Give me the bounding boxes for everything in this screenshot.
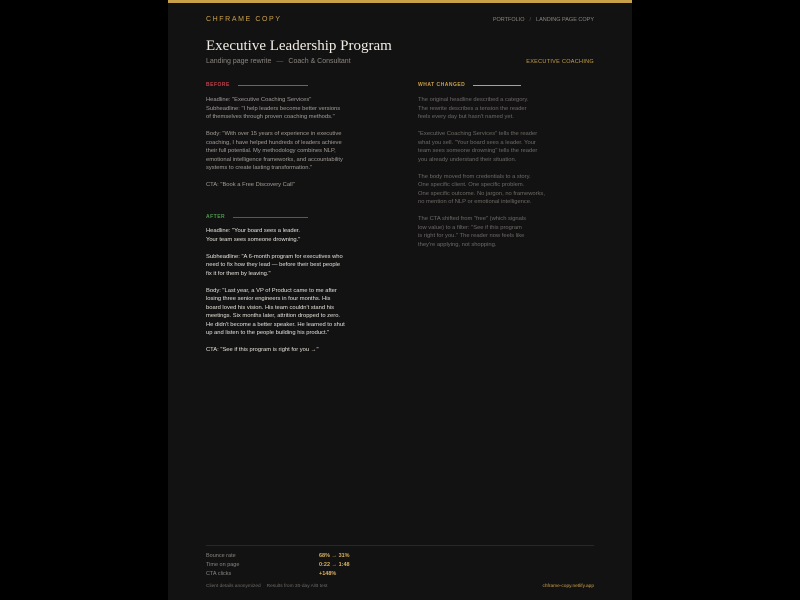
after-copy: Headline: "Your board sees a leader. Your team sees someone drowning." Subheadline: "A 6-month program for executives who need to fix how they lead — before their best people fix it for them by leaving." Body: "Last year, a VP of Product came to me after losing three senior engineers in four months. His board loved his vision. His team couldn't stand his meetings. Six months later, attrition dropped to zero. He didn't become a better speaker. He learned to shut up and listen to the people building his product." CTA: "See if this program is right for you →" — [206, 228, 345, 353]
results-metrics — [206, 551, 356, 578]
before-label: BEFORE — [206, 82, 230, 88]
accent-bar — [168, 0, 632, 3]
changed-copy: The original headline described a category. The rewrite describes a tension the reader feels every day but hasn't named yet. "Executive Coaching Services" tells the reader what you sell. "Your board sees a leader. Your team sees someone drowning" tells the reader you already understand their situation. The body moved from credentials to a story. One specific client. One specific problem. One specific outcome. No jargon, no frameworks, no mention of NLP or emotional intelligence. The CTA shifted from "free" (which signals low value) to a filter: "See if this program is right for you." The reader now feels like they're applying, not shopping. — [418, 97, 545, 248]
changed-rule — [473, 85, 521, 86]
project-type: Landing page rewrite — [206, 58, 272, 65]
before-section-header — [206, 82, 308, 88]
metric-label: CTA clicks — [206, 570, 232, 577]
metric-row — [206, 560, 356, 569]
page-subtitle — [206, 58, 351, 65]
before-rule — [238, 85, 308, 86]
subtitle-separator: — — [276, 58, 284, 65]
page-title: Executive Leadership Program — [206, 38, 392, 54]
after-rule — [233, 217, 308, 218]
test-note: Results from 30-day A/B test — [266, 584, 328, 589]
metric-label: Bounce rate — [206, 552, 236, 559]
breadcrumb-current: LANDING PAGE COPY — [536, 17, 594, 23]
after-section-header — [206, 214, 308, 220]
metric-label: Time on page — [206, 561, 240, 568]
metric-row — [206, 551, 356, 560]
metric-value: +148% — [319, 570, 337, 577]
metric-row — [206, 569, 356, 578]
metric-value: 0:22 → 1:48 — [319, 561, 350, 568]
changed-label: WHAT CHANGED — [418, 82, 466, 88]
portfolio-page — [168, 0, 632, 600]
metric-value: 68% → 31% — [319, 552, 350, 559]
anonymized-note: Client details anonymized — [206, 584, 261, 589]
after-label: AFTER — [206, 214, 226, 220]
client-type: Coach & Consultant — [288, 58, 351, 65]
brand-logo[interactable]: CHFRAME COPY — [206, 16, 282, 23]
footer-link[interactable]: chframe-copy.netlify.app — [542, 584, 594, 589]
before-copy: Headline: "Executive Coaching Services" Subheadline: "I help leaders become better versions of themselves through proven coaching methods." Body: "With over 15 years of experience in executive coaching, I have helped hundreds of leaders achieve their full potential. My methodology combines NLP, emotional intelligence frameworks, and accountability systems to create lasting transformation." CTA: "Book a Free Discovery Call" — [206, 97, 343, 188]
breadcrumb-separator: / — [529, 17, 532, 23]
footnote — [206, 584, 327, 589]
breadcrumb-portfolio[interactable]: PORTFOLIO — [492, 17, 525, 23]
category-tag: EXECUTIVE COACHING — [526, 59, 594, 65]
breadcrumb — [493, 17, 594, 23]
footer-divider — [206, 545, 594, 546]
changed-section-header — [418, 82, 521, 88]
